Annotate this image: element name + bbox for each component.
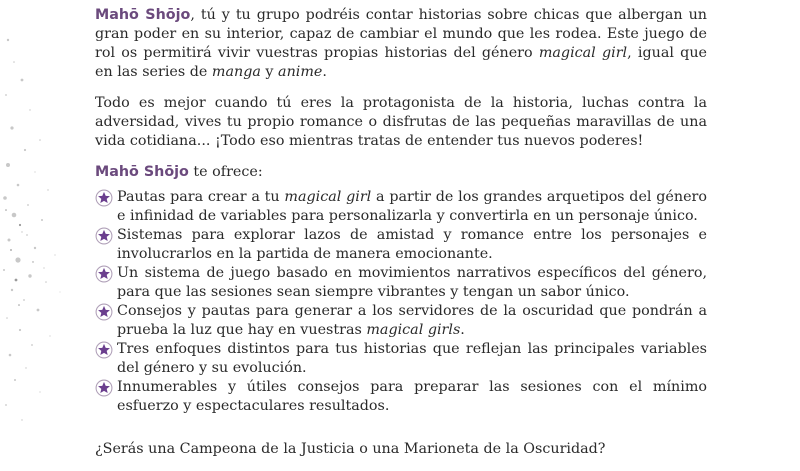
- feature-text: Tres enfoques distintos para tus historias que reflejan las principales variables del género y su evolución.: [117, 341, 707, 376]
- list-item: [95, 264, 707, 302]
- brand-name: Mahō Shōjo: [95, 7, 191, 23]
- intro-paragraph: [95, 6, 707, 82]
- second-paragraph: Todo es mejor cuando tú eres la protagonista de la historia, luchas contra la adversidad, vives tu propio romance o disfrutas de las pequeñas maravillas de una vida cotidiana... ¡Todo eso mientras tratas de entender tus nuevos poderes!: [95, 95, 707, 149]
- brand-name: Mahō Shōjo: [95, 164, 189, 180]
- star-icon: [95, 303, 113, 321]
- intro-text-2: , igual que en las series de: [95, 45, 707, 80]
- offers-text: te ofrece:: [188, 164, 263, 180]
- star-icon: [95, 341, 113, 359]
- feature-list: [95, 188, 707, 416]
- list-item: [95, 340, 707, 378]
- intro-emphasis-2: manga: [211, 64, 261, 80]
- star-icon: [95, 379, 113, 397]
- feature-text: a partir de los grandes arquetipos del género e infinidad de variables para personalizarla y convertirla en un personaje único.: [117, 189, 707, 224]
- star-icon: [95, 265, 113, 283]
- list-item: [95, 378, 707, 416]
- offers-heading: [95, 163, 707, 182]
- intro-emphasis-3: anime: [278, 64, 323, 80]
- star-icon: [95, 189, 113, 207]
- feature-text: .: [460, 322, 465, 338]
- list-item: [95, 226, 707, 264]
- list-item: [95, 302, 707, 340]
- star-icon: [95, 227, 113, 245]
- feature-text: Consejos y pautas para generar a los servidores de la oscuridad que pondrán a prueba la luz que hay en vuestras: [117, 303, 707, 338]
- intro-emphasis-1: magical girl: [538, 45, 628, 61]
- intro-text-4: .: [322, 64, 327, 80]
- feature-text: Innumerables y útiles consejos para preparar las sesiones con el mínimo esfuerzo y espectaculares resultados.: [117, 379, 707, 414]
- intro-text-1: , tú y tu grupo podréis contar historias sobre chicas que albergan un gran poder en su interior, capaz de cambiar el mundo que les rodea. Este juego de rol os permitirá vivir vuestras propias historias del género: [95, 7, 707, 61]
- intro-text-3: y: [260, 64, 279, 80]
- closing-question: ¿Serás una Campeona de la Justicia o una Marioneta de la Oscuridad?: [95, 441, 606, 457]
- feature-text: Un sistema de juego basado en movimientos narrativos específicos del género, para que las sesiones sean siempre vibrantes y tengan un sabor único.: [117, 265, 707, 300]
- feature-text: Sistemas para explorar lazos de amistad y romance entre los personajes e involucrarlos en la partida de manera emocionante.: [117, 227, 707, 262]
- feature-emphasis: magical girl: [284, 189, 372, 205]
- feature-text: Pautas para crear a tu: [117, 189, 285, 205]
- ink-splatter-decoration: [0, 0, 100, 450]
- document-body: [95, 6, 707, 471]
- list-item: [95, 188, 707, 226]
- feature-emphasis: magical girls: [366, 322, 461, 338]
